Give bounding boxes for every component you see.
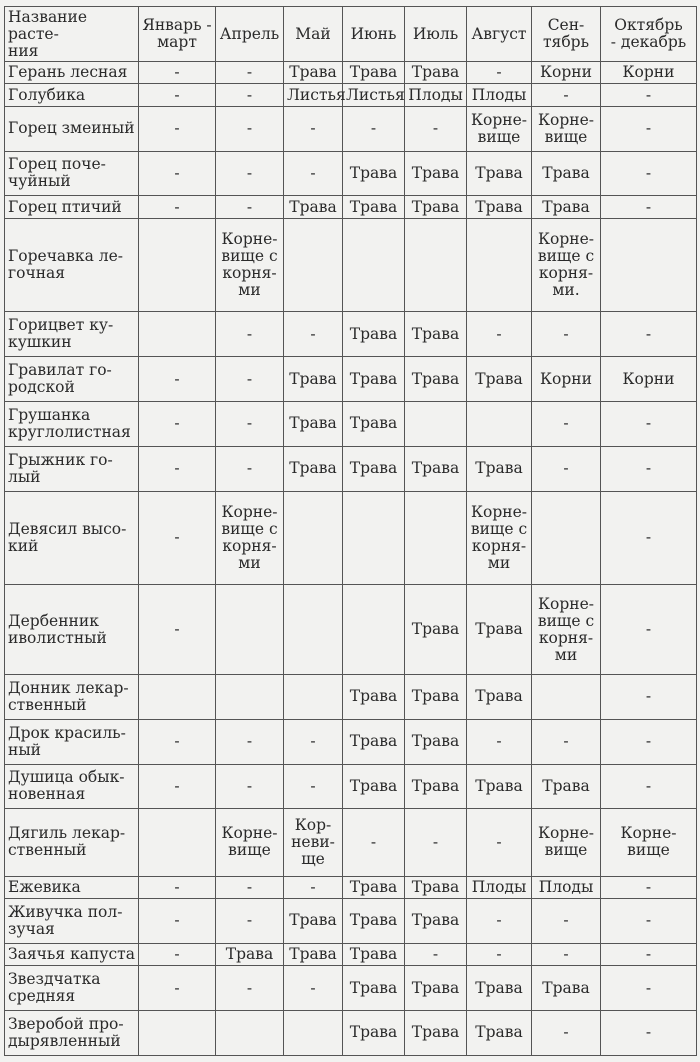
harvest-cell: Трава <box>343 446 405 491</box>
harvest-cell: Трава <box>216 943 284 965</box>
harvest-cell: - <box>216 106 284 151</box>
table-row <box>5 151 697 196</box>
harvest-cell: Трава <box>343 764 405 809</box>
harvest-cell: - <box>216 62 284 84</box>
plant-name-cell: Дербенник иволистный <box>5 585 139 675</box>
harvest-cell: Корни <box>532 357 601 402</box>
harvest-cell: Трава <box>405 764 467 809</box>
harvest-cell: Трава <box>343 898 405 943</box>
harvest-cell: Корне- вище с корня- ми <box>216 491 284 585</box>
harvest-cell: - <box>139 151 216 196</box>
harvest-cell: Трава <box>467 151 532 196</box>
table-row <box>5 809 697 876</box>
table-row <box>5 719 697 764</box>
harvest-cell: Корне- вище <box>532 809 601 876</box>
plant-name-cell: Дягиль лекар- ственный <box>5 809 139 876</box>
harvest-cell: Трава <box>467 585 532 675</box>
harvest-cell: - <box>601 446 697 491</box>
harvest-cell: Трава <box>405 898 467 943</box>
harvest-cell: Трава <box>467 446 532 491</box>
harvest-cell: Трава <box>467 764 532 809</box>
harvest-cell: - <box>139 876 216 898</box>
harvest-cell: - <box>139 106 216 151</box>
harvest-cell: Трава <box>405 312 467 357</box>
plant-name-cell: Душица обык- новенная <box>5 764 139 809</box>
harvest-cell: Трава <box>467 357 532 402</box>
harvest-cell: - <box>532 402 601 447</box>
harvest-cell: Трава <box>405 1010 467 1055</box>
harvest-cell: Трава <box>284 402 343 447</box>
table-row <box>5 876 697 898</box>
harvest-cell: - <box>532 446 601 491</box>
harvest-cell <box>139 312 216 357</box>
harvest-cell <box>139 218 216 312</box>
harvest-cell: - <box>601 402 697 447</box>
harvest-cell <box>532 491 601 585</box>
column-header-period: Август <box>467 7 532 62</box>
harvest-cell: Трава <box>343 943 405 965</box>
plant-name-cell: Живучка пол- зучая <box>5 898 139 943</box>
harvest-cell: - <box>216 312 284 357</box>
harvest-cell <box>216 674 284 719</box>
harvest-cell: - <box>601 312 697 357</box>
table-row <box>5 585 697 675</box>
harvest-cell: - <box>139 966 216 1011</box>
harvest-cell: Трава <box>405 585 467 675</box>
harvest-cell: - <box>139 719 216 764</box>
harvest-cell: - <box>467 312 532 357</box>
harvest-cell: Трава <box>284 943 343 965</box>
harvest-cell <box>405 402 467 447</box>
plant-name-cell: Горец птичий <box>5 196 139 218</box>
harvest-cell: - <box>601 764 697 809</box>
plant-name-cell: Герань лесная <box>5 62 139 84</box>
harvest-cell: - <box>216 84 284 106</box>
harvest-cell: Корни <box>601 62 697 84</box>
harvest-cell: Трава <box>343 1010 405 1055</box>
harvest-cell: - <box>216 402 284 447</box>
harvest-cell: - <box>601 719 697 764</box>
harvest-cell: Трава <box>284 62 343 84</box>
table-row <box>5 218 697 312</box>
table-row <box>5 357 697 402</box>
harvest-cell: - <box>601 491 697 585</box>
harvest-cell: Трава <box>405 357 467 402</box>
harvest-cell: Корни <box>601 357 697 402</box>
column-header-period: Январь - март <box>139 7 216 62</box>
table-body <box>5 62 697 1056</box>
column-header-period: Октябрь - декабрь <box>601 7 697 62</box>
harvest-cell: - <box>467 62 532 84</box>
harvest-cell <box>467 218 532 312</box>
harvest-cell: Трава <box>343 966 405 1011</box>
harvest-cell: - <box>284 106 343 151</box>
harvest-cell: Трава <box>284 196 343 218</box>
harvest-cell: - <box>216 966 284 1011</box>
table-row <box>5 446 697 491</box>
harvest-cell: Корни <box>532 62 601 84</box>
table-header <box>5 7 697 62</box>
table-row <box>5 966 697 1011</box>
harvest-cell: Трава <box>405 876 467 898</box>
harvest-cell: - <box>601 84 697 106</box>
table-row <box>5 1010 697 1055</box>
table-row <box>5 402 697 447</box>
harvest-cell: Плоды <box>405 84 467 106</box>
plant-harvest-table <box>4 6 697 1056</box>
harvest-cell <box>216 1010 284 1055</box>
harvest-cell: - <box>216 764 284 809</box>
harvest-cell: - <box>139 62 216 84</box>
harvest-cell <box>139 809 216 876</box>
harvest-cell <box>405 218 467 312</box>
harvest-cell: - <box>216 357 284 402</box>
harvest-cell: - <box>139 491 216 585</box>
harvest-cell: Трава <box>343 151 405 196</box>
harvest-cell: Трава <box>343 312 405 357</box>
harvest-cell <box>467 402 532 447</box>
harvest-cell: - <box>601 966 697 1011</box>
harvest-cell: Трава <box>284 357 343 402</box>
harvest-cell: - <box>405 943 467 965</box>
harvest-cell: - <box>601 898 697 943</box>
harvest-cell <box>139 1010 216 1055</box>
table-row <box>5 943 697 965</box>
plant-name-cell: Грыжник го- лый <box>5 446 139 491</box>
plant-name-cell: Ежевика <box>5 876 139 898</box>
harvest-cell: - <box>284 151 343 196</box>
harvest-cell: Трава <box>405 674 467 719</box>
table-row <box>5 764 697 809</box>
harvest-cell <box>532 674 601 719</box>
plant-name-cell: Грушанка круглолистная <box>5 402 139 447</box>
harvest-cell: - <box>343 809 405 876</box>
harvest-cell: Корне- вище <box>532 106 601 151</box>
harvest-cell: - <box>216 719 284 764</box>
harvest-cell: Трава <box>467 196 532 218</box>
harvest-cell: - <box>139 402 216 447</box>
harvest-cell: - <box>532 898 601 943</box>
harvest-cell: - <box>467 943 532 965</box>
column-header-period: Сен- тябрь <box>532 7 601 62</box>
harvest-cell: - <box>139 943 216 965</box>
harvest-cell: Трава <box>405 966 467 1011</box>
harvest-cell: Плоды <box>532 876 601 898</box>
harvest-cell: - <box>601 674 697 719</box>
harvest-cell <box>343 585 405 675</box>
table-row <box>5 84 697 106</box>
harvest-cell: - <box>467 898 532 943</box>
harvest-cell <box>139 674 216 719</box>
harvest-cell: - <box>532 84 601 106</box>
table-row <box>5 106 697 151</box>
harvest-cell: Корне- вище <box>601 809 697 876</box>
table-row <box>5 898 697 943</box>
plant-name-cell: Звездчатка средняя <box>5 966 139 1011</box>
harvest-cell: Корне- вище <box>216 809 284 876</box>
harvest-cell: - <box>405 809 467 876</box>
plant-name-cell: Донник лекар- ственный <box>5 674 139 719</box>
harvest-cell: - <box>601 876 697 898</box>
plant-name-cell: Зверобой про- дырявленный <box>5 1010 139 1055</box>
harvest-cell: Трава <box>405 719 467 764</box>
harvest-cell: Корне- вище с корня- ми. <box>532 218 601 312</box>
plant-name-cell: Девясил высо- кий <box>5 491 139 585</box>
harvest-cell: - <box>216 196 284 218</box>
harvest-cell <box>601 218 697 312</box>
harvest-cell: - <box>139 357 216 402</box>
column-header-period: Апрель <box>216 7 284 62</box>
harvest-cell: - <box>139 898 216 943</box>
plant-name-cell: Гравилат го- родской <box>5 357 139 402</box>
harvest-cell: Трава <box>532 764 601 809</box>
harvest-cell: Листья <box>343 84 405 106</box>
harvest-cell: Трава <box>405 62 467 84</box>
harvest-cell: - <box>139 585 216 675</box>
plant-name-cell: Горицвет ку- кушкин <box>5 312 139 357</box>
harvest-cell: Трава <box>343 674 405 719</box>
harvest-cell: - <box>216 446 284 491</box>
harvest-cell: Трава <box>343 62 405 84</box>
harvest-cell: Корне- вище <box>467 106 532 151</box>
harvest-cell <box>343 218 405 312</box>
harvest-cell <box>284 1010 343 1055</box>
harvest-cell: Листья <box>284 84 343 106</box>
harvest-cell: Трава <box>343 876 405 898</box>
harvest-cell: Трава <box>343 402 405 447</box>
harvest-cell <box>284 218 343 312</box>
harvest-cell: Трава <box>405 196 467 218</box>
harvest-cell: - <box>284 719 343 764</box>
harvest-cell: Трава <box>467 674 532 719</box>
harvest-cell: - <box>467 719 532 764</box>
table-row <box>5 312 697 357</box>
harvest-cell: Трава <box>532 966 601 1011</box>
harvest-cell: - <box>216 151 284 196</box>
harvest-cell: - <box>284 876 343 898</box>
harvest-cell: - <box>139 84 216 106</box>
harvest-cell: - <box>601 585 697 675</box>
harvest-cell: Трава <box>467 1010 532 1055</box>
harvest-cell: - <box>532 1010 601 1055</box>
harvest-cell: Трава <box>343 357 405 402</box>
plant-name-cell: Дрок красиль- ный <box>5 719 139 764</box>
harvest-cell: Трава <box>532 196 601 218</box>
harvest-cell: - <box>467 809 532 876</box>
harvest-cell: - <box>601 151 697 196</box>
harvest-cell: Трава <box>284 898 343 943</box>
harvest-cell: - <box>139 196 216 218</box>
harvest-cell <box>216 585 284 675</box>
harvest-cell: - <box>601 943 697 965</box>
harvest-cell <box>284 491 343 585</box>
harvest-cell: - <box>139 446 216 491</box>
harvest-cell: Трава <box>405 446 467 491</box>
plant-name-cell: Горечавка ле- гочная <box>5 218 139 312</box>
harvest-cell: - <box>216 876 284 898</box>
harvest-cell: Трава <box>532 151 601 196</box>
column-header-period: Май <box>284 7 343 62</box>
table-row <box>5 674 697 719</box>
harvest-cell: - <box>601 196 697 218</box>
harvest-cell: Плоды <box>467 876 532 898</box>
harvest-cell: Трава <box>343 719 405 764</box>
plant-name-cell: Голубика <box>5 84 139 106</box>
harvest-cell: Кор- неви- ще <box>284 809 343 876</box>
table-row <box>5 196 697 218</box>
plant-name-cell: Горец поче- чуйный <box>5 151 139 196</box>
harvest-cell: - <box>405 106 467 151</box>
harvest-cell: Трава <box>343 196 405 218</box>
plant-name-cell: Заячья капуста <box>5 943 139 965</box>
harvest-cell: - <box>601 106 697 151</box>
harvest-cell: Корне- вище с корня- ми <box>467 491 532 585</box>
harvest-cell: - <box>284 966 343 1011</box>
harvest-cell: - <box>601 1010 697 1055</box>
column-header-period: Июнь <box>343 7 405 62</box>
harvest-cell: - <box>343 106 405 151</box>
column-header-period: Июль <box>405 7 467 62</box>
harvest-cell: Плоды <box>467 84 532 106</box>
harvest-cell <box>284 674 343 719</box>
harvest-cell: Трава <box>284 446 343 491</box>
column-header-plant-name: Название расте- ния <box>5 7 139 62</box>
harvest-cell: - <box>284 312 343 357</box>
harvest-cell: - <box>284 764 343 809</box>
harvest-cell: - <box>532 943 601 965</box>
table-row <box>5 62 697 84</box>
harvest-cell: Корне- вище с корня- ми <box>216 218 284 312</box>
header-row <box>5 7 697 62</box>
harvest-cell: Корне- вище с корня- ми <box>532 585 601 675</box>
harvest-cell: Трава <box>467 966 532 1011</box>
harvest-cell <box>405 491 467 585</box>
harvest-cell: - <box>139 764 216 809</box>
harvest-cell: - <box>532 719 601 764</box>
harvest-cell <box>343 491 405 585</box>
harvest-cell: Трава <box>405 151 467 196</box>
harvest-cell: - <box>532 312 601 357</box>
table-row <box>5 491 697 585</box>
harvest-cell <box>284 585 343 675</box>
harvest-cell: - <box>216 898 284 943</box>
plant-name-cell: Горец змеиный <box>5 106 139 151</box>
